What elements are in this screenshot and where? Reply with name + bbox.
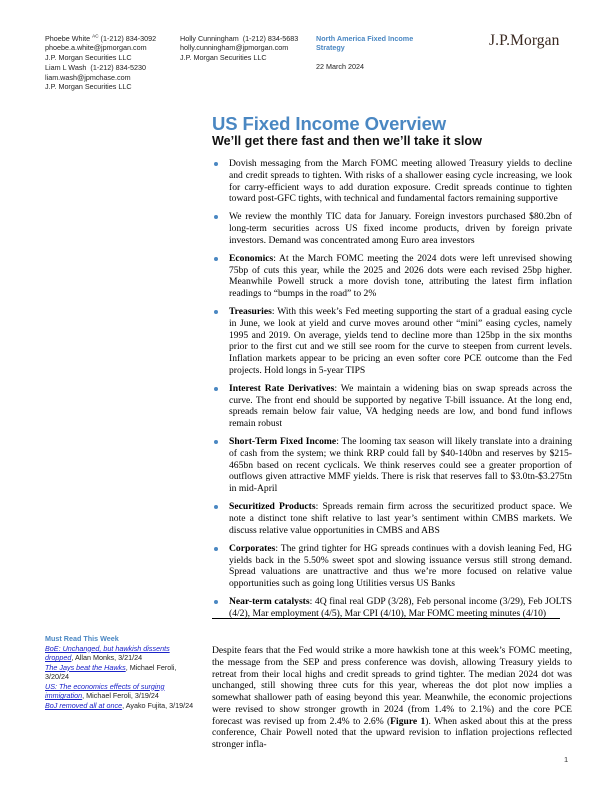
bullet-lead: Corporates xyxy=(229,542,276,554)
must-read-title: Must Read This Week xyxy=(45,634,119,643)
must-read-item xyxy=(45,644,195,663)
author-name: Phoebe White xyxy=(45,34,91,43)
bullet-item xyxy=(212,158,572,205)
bullet-dot-icon xyxy=(214,310,218,314)
department-line-2: Strategy xyxy=(316,43,345,53)
must-read-meta: , Allan Monks, 3/21/24 xyxy=(71,653,143,662)
bullet-lead: Treasuries xyxy=(229,306,272,318)
bullet-dot-icon xyxy=(214,215,218,219)
bullet-lead: Interest Rate Derivatives xyxy=(229,382,335,394)
bullet-item-short-term xyxy=(212,436,572,495)
must-read-link[interactable]: US: The economics effects of surging immigration xyxy=(45,681,165,700)
bullet-item-treasuries xyxy=(212,306,572,377)
figure-reference[interactable]: Figure 1 xyxy=(390,715,426,727)
body-text: Despite fears that the Fed would strike a more hawkish tone at this week’s FOMC meeting, the message from the SEP and press conference was dovish, allowing Treasury yields to retreat from their local highs and credit spreads to grind tighter. The median 2024 dot was unchanged, still showing three cuts for this year, whereas the dot plot now implies a somewhat shallower path of easing beyond this year. Meanwhile, the economic projections were revised to show stronger growth in 2024 (from 1.4% to 2.1%) and the core PCE forecast was revised up from 2.4% to 2.6% ( xyxy=(212,645,572,727)
jpmorgan-logo: J.P.Morgan xyxy=(489,32,560,49)
summary-bullet-list xyxy=(212,158,572,626)
must-read-sidebar xyxy=(45,634,195,710)
must-read-meta: , Ayako Fujita, 3/19/24 xyxy=(122,700,194,710)
bullet-dot-icon xyxy=(214,547,218,551)
author-email[interactable]: liam.wash@jpmchase.com xyxy=(45,72,131,82)
must-read-meta: , Michael Feroli, 3/19/24 xyxy=(82,691,159,700)
author-list-left xyxy=(45,34,156,91)
department-name xyxy=(316,34,413,53)
bullet-item-securitized xyxy=(212,501,572,536)
bullet-text: Dovish messaging from the March FOMC meeting allowed Treasury yields to decline and credit spreads to tighten. With risks of a shallower easing cycle increasing, we look for carry-efficient ways to add duration exposure. Credit spreads continue to tighten toward post-GFC tights, with technical and fundamental factors remaining supportive xyxy=(229,158,572,205)
author-entry xyxy=(180,34,298,62)
must-read-link[interactable]: BoE: Unchanged, but hawkish dissents dropped xyxy=(45,643,170,662)
author-email[interactable]: holly.cunningham@jpmorgan.com xyxy=(180,43,289,53)
page-number: 1 xyxy=(564,755,569,764)
author-name: Holly Cunningham xyxy=(180,34,239,43)
bullet-dot-icon xyxy=(214,505,218,509)
bullet-lead: Short-Term Fixed Income xyxy=(229,436,337,448)
page-subtitle: We’ll get there fast and then we’ll take it slow xyxy=(212,134,482,148)
bullet-lead: Economics xyxy=(229,252,274,264)
author-firm: J.P. Morgan Securities LLC xyxy=(45,82,132,92)
bullet-text: : The grind tighter for HG spreads continues with a dovish leaning Fed, HG yields back in the 5.50% sweet spot and slowing issuance versus still strong demand. Spread valuations are unattractive and thus we’re more focused on relative value opportunities such as going long Utilities versus US Banks xyxy=(229,542,572,590)
bullet-dot-icon xyxy=(214,257,218,261)
bullet-text: : At the March FOMC meeting the 2024 dots were left unrevised showing 75bp of cuts this year, while the 2025 and 2026 dots were each revised 25bp higher. Meanwhile Powell struck a more dovish tone, attributing the latest firm inflation readings to “bumps in the road” to 2% xyxy=(229,252,572,300)
must-read-meta: , Michael Feroli, 3/20/24 xyxy=(45,662,177,681)
department-block xyxy=(316,34,413,71)
body-text: ). When asked about this at the press conference, Chair Powell noted that the upward revision to inflation projections reflected stronger infla- xyxy=(212,715,572,750)
author-phone: (1-212) 834-5683 xyxy=(242,34,299,43)
author-firm: J.P. Morgan Securities LLC xyxy=(180,52,267,62)
bullet-text: We review the monthly TIC data for January. Foreign investors purchased $80.2bn of long-term securities across US fixed income products, driven by foreign private investors. Demand was concentrated among Euro area investors xyxy=(229,211,572,246)
page-title: US Fixed Income Overview xyxy=(212,113,447,134)
author-name: Liam L Wash xyxy=(45,63,87,73)
bullet-dot-icon xyxy=(214,600,218,604)
bullet-item-corporates xyxy=(212,543,572,590)
must-read-item xyxy=(45,682,195,701)
bullet-lead: Near-term catalysts xyxy=(229,596,310,608)
author-list-middle xyxy=(180,34,298,62)
bullet-text: : With this week’s Fed meeting supporting the start of a gradual easing cycle in June, we look at yield and curve moves around other “mini” easing cycles, namely 1995 and 2019. On average, yields tend to decline more than 125bp in the six months prior to the first cut and we still see room for the curve to steepen from current levels. Inflation markets appear to be pricing an even softer core PCE outcome than the Fed projects. Hold longs in 5-year TIPS xyxy=(229,306,572,376)
author-entry xyxy=(45,63,156,91)
bullet-dot-icon xyxy=(214,387,218,391)
bullet-item xyxy=(212,211,572,246)
bullet-text: : 4Q final real GDP (3/28), Feb personal income (3/29), Feb JOLTS (4/2), Mar employment (4/5), Mar CPI (4/10), Mar FOMC meeting minutes (4/10) xyxy=(229,596,572,619)
author-entry xyxy=(45,34,156,62)
must-read-item xyxy=(45,701,195,711)
bullet-text: : We maintain a widening bias on swap spreads across the curve. The front end should be supported by negative T-bill issuance. At the long end, spreads remain below fair value, VA hedging needs are low, and bond fund inflows remain robust xyxy=(229,382,572,430)
section-divider xyxy=(212,618,560,619)
author-email[interactable]: phoebe.a.white@jpmorgan.com xyxy=(45,43,147,53)
must-read-item xyxy=(45,663,195,682)
bullet-text: : The looming tax season will likely translate into a draining of cash from the system; we think RRP could fall by $40-140bn and reserves by $215-465bn based on recent cyclicals. We think reserves could see a greater proportion of outflows given attractive MMF yields. There is risk that reserves fall to $3.0tn-$3.275tn in mid-April xyxy=(229,436,573,495)
bullet-item-economics xyxy=(212,253,572,300)
author-firm: J.P. Morgan Securities LLC xyxy=(45,52,132,62)
report-date: 22 March 2024 xyxy=(316,61,364,71)
analyst-cert-mark: AC xyxy=(92,33,99,39)
body-paragraph xyxy=(212,645,572,751)
bullet-dot-icon xyxy=(214,162,218,166)
bullet-text: : Spreads remain firm across the securitized product space. We note a distinct tone shift relative to last year’s sentiment within CMBS markets. We discuss relative value opportunities in CMBS and ABS xyxy=(229,501,573,536)
must-read-link[interactable]: The Jays beat the Hawks xyxy=(45,662,126,672)
must-read-link[interactable]: BoJ removed all at once xyxy=(45,700,123,710)
author-phone: (1-212) 834-3092 xyxy=(100,34,157,43)
author-phone: (1-212) 834-5230 xyxy=(90,63,146,73)
bullet-dot-icon xyxy=(214,440,218,444)
department-line-1: North America Fixed Income xyxy=(316,34,414,43)
bullet-item-rate-derivatives xyxy=(212,383,572,430)
bullet-lead: Securitized Products xyxy=(229,501,316,513)
bullet-item-catalysts xyxy=(212,596,572,620)
